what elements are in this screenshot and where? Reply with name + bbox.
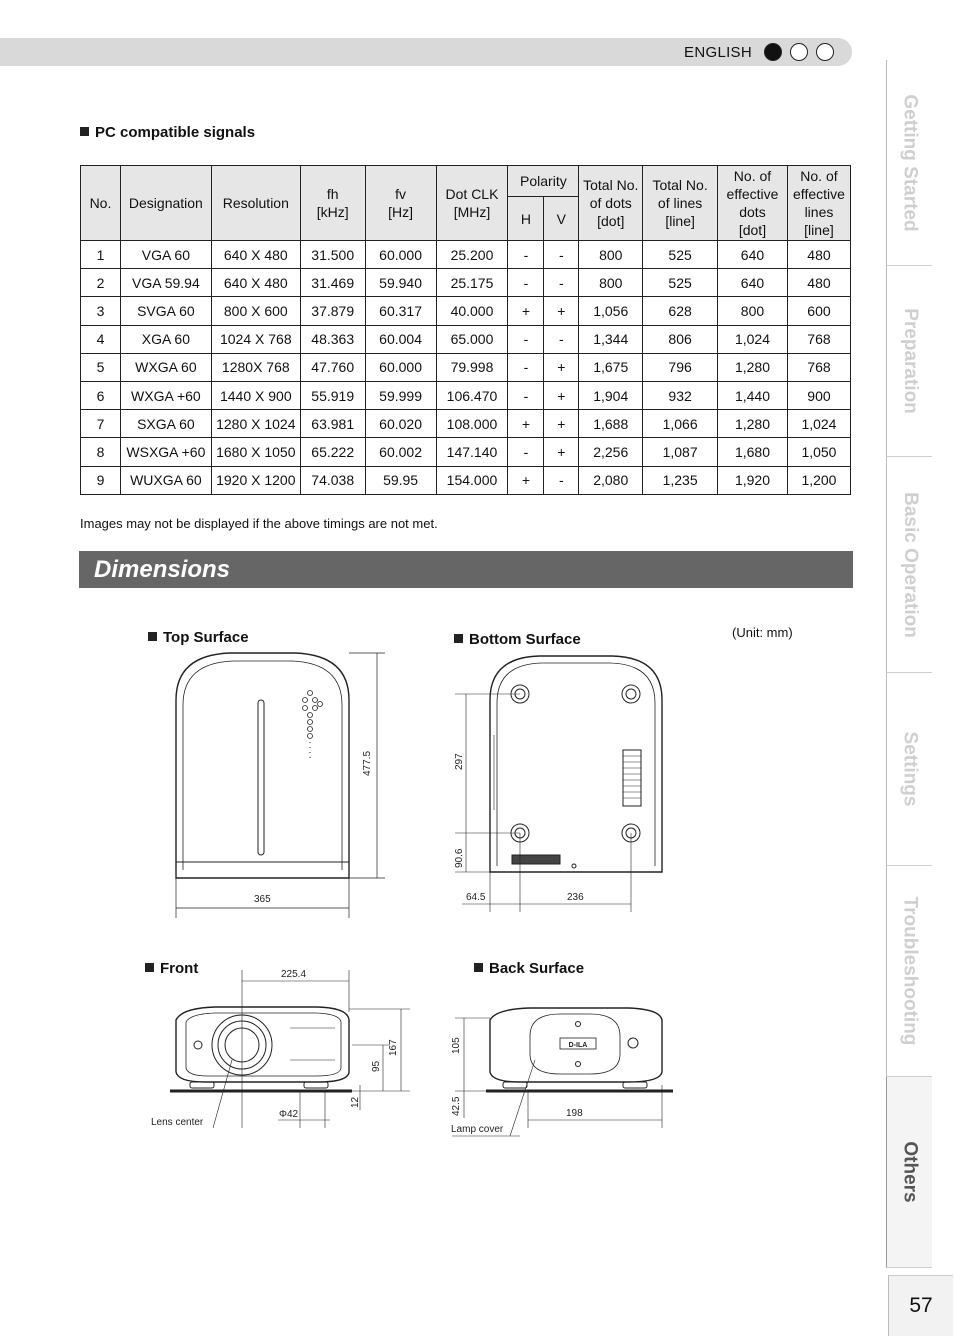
table-cell: + <box>508 410 544 438</box>
table-cell: + <box>544 381 579 409</box>
table-cell: - <box>508 269 544 297</box>
unit-label: (Unit: mm) <box>732 625 793 640</box>
table-cell: 1024 X 768 <box>211 325 300 353</box>
tab-label: Troubleshooting <box>899 896 921 1046</box>
col-header-polarity: Polarity <box>508 166 579 197</box>
col-header-designation: Designation <box>120 166 211 241</box>
dim-back-105: 105 <box>451 1037 462 1054</box>
pc-signals-title-text: PC compatible signals <box>95 124 256 141</box>
col-header-dotclk: Dot CLK [MHz] <box>436 166 508 241</box>
tab-label: Basic Operation <box>899 491 921 638</box>
table-cell: 1,056 <box>579 297 643 325</box>
table-cell: 6 <box>81 381 121 409</box>
tab-getting-started[interactable] <box>886 60 932 266</box>
page-number: 57 <box>888 1275 953 1336</box>
table-cell: 40.000 <box>436 297 508 325</box>
table-cell: 1,280 <box>718 353 788 381</box>
col-header-no: No. <box>81 166 121 241</box>
table-cell: 47.760 <box>300 353 365 381</box>
table-cell: 1,235 <box>643 466 718 494</box>
table-cell: WXGA 60 <box>120 353 211 381</box>
table-cell: WSXGA +60 <box>120 438 211 466</box>
top-surface-drawing <box>176 653 385 918</box>
table-cell: 3 <box>81 297 121 325</box>
timing-note: Images may not be displayed if the above timings are not met. <box>80 516 438 531</box>
table-cell: 1,066 <box>643 410 718 438</box>
table-cell: 60.020 <box>365 410 436 438</box>
table-cell: 74.038 <box>300 466 365 494</box>
table-cell: 154.000 <box>436 466 508 494</box>
front-drawing <box>170 970 410 1128</box>
table-cell: 800 <box>579 241 643 269</box>
top-surface-label: Top Surface <box>148 629 249 646</box>
table-cell: 60.317 <box>365 297 436 325</box>
col-header-fv: fv [Hz] <box>365 166 436 241</box>
table-cell: 60.004 <box>365 325 436 353</box>
dim-bottom-64-5: 64.5 <box>466 892 486 903</box>
tab-preparation[interactable] <box>886 266 932 457</box>
table-cell: 1,050 <box>787 438 850 466</box>
table-cell: 25.200 <box>436 241 508 269</box>
table-cell: 1280 X 1024 <box>211 410 300 438</box>
table-cell: 63.981 <box>300 410 365 438</box>
table-cell: 65.000 <box>436 325 508 353</box>
table-cell: WXGA +60 <box>120 381 211 409</box>
table-cell: - <box>508 353 544 381</box>
lamp-cover-label: Lamp cover <box>451 1124 504 1135</box>
dim-bottom-90-6: 90.6 <box>454 848 465 868</box>
language-label: ENGLISH <box>684 44 752 61</box>
table-cell: 1,200 <box>787 466 850 494</box>
col-header-v: V <box>544 197 579 241</box>
table-cell: 1680 X 1050 <box>211 438 300 466</box>
table-cell: 60.000 <box>365 241 436 269</box>
dim-bottom-236: 236 <box>567 892 584 903</box>
table-cell: - <box>508 438 544 466</box>
tab-troubleshooting[interactable] <box>886 866 932 1077</box>
table-cell: 480 <box>787 241 850 269</box>
col-header-eff-dots: No. of effective dots [dot] <box>718 166 788 241</box>
table-cell: 1280X 768 <box>211 353 300 381</box>
col-header-resolution: Resolution <box>211 166 300 241</box>
table-cell: 37.879 <box>300 297 365 325</box>
table-cell: 600 <box>787 297 850 325</box>
col-header-h: H <box>508 197 544 241</box>
table-cell: 1 <box>81 241 121 269</box>
table-cell: - <box>508 325 544 353</box>
back-surface-drawing <box>452 1008 673 1136</box>
table-cell: - <box>544 325 579 353</box>
dim-back-198: 198 <box>566 1108 583 1119</box>
table-cell: 1,675 <box>579 353 643 381</box>
table-cell: 768 <box>787 325 850 353</box>
table-cell: 1,440 <box>718 381 788 409</box>
table-cell: 9 <box>81 466 121 494</box>
table-cell: + <box>544 297 579 325</box>
table-cell: 800 <box>718 297 788 325</box>
table-cell: 640 <box>718 241 788 269</box>
dim-top-height: 477.5 <box>362 750 373 776</box>
table-cell: - <box>544 269 579 297</box>
table-cell: 1440 X 900 <box>211 381 300 409</box>
dim-top-width: 365 <box>254 894 271 905</box>
dim-front-12: 12 <box>350 1096 361 1108</box>
table-cell: 31.500 <box>300 241 365 269</box>
dim-back-42-5: 42.5 <box>451 1096 462 1116</box>
table-cell: - <box>508 381 544 409</box>
table-cell: 60.000 <box>365 353 436 381</box>
table-cell: - <box>544 466 579 494</box>
col-header-eff-lines: No. of effective lines [line] <box>787 166 850 241</box>
table-cell: 1,344 <box>579 325 643 353</box>
table-cell: 640 <box>718 269 788 297</box>
tab-others[interactable] <box>886 1077 932 1268</box>
table-cell: 31.469 <box>300 269 365 297</box>
bottom-surface-drawing <box>455 656 662 912</box>
table-cell: VGA 60 <box>120 241 211 269</box>
back-surface-label: Back Surface <box>474 960 584 977</box>
table-cell: 1,920 <box>718 466 788 494</box>
table-cell: SXGA 60 <box>120 410 211 438</box>
tab-settings[interactable] <box>886 673 932 866</box>
table-cell: 147.140 <box>436 438 508 466</box>
table-cell: 900 <box>787 381 850 409</box>
table-cell: 1,280 <box>718 410 788 438</box>
table-cell: 60.002 <box>365 438 436 466</box>
table-cell: 1,680 <box>718 438 788 466</box>
table-cell: 65.222 <box>300 438 365 466</box>
dim-front-phi42: Φ42 <box>279 1109 299 1120</box>
table-cell: 768 <box>787 353 850 381</box>
table-cell: 59.940 <box>365 269 436 297</box>
table-cell: 640 X 480 <box>211 269 300 297</box>
table-cell: 1,087 <box>643 438 718 466</box>
table-cell: 480 <box>787 269 850 297</box>
table-cell: 1,024 <box>718 325 788 353</box>
table-cell: 525 <box>643 241 718 269</box>
table-cell: 4 <box>81 325 121 353</box>
table-cell: 806 <box>643 325 718 353</box>
dim-front-95: 95 <box>371 1060 382 1072</box>
front-label: Front <box>145 960 198 977</box>
tab-label: Getting Started <box>899 93 921 232</box>
table-cell: 932 <box>643 381 718 409</box>
table-cell: 1920 X 1200 <box>211 466 300 494</box>
table-cell: 5 <box>81 353 121 381</box>
col-header-total-lines: Total No. of lines [line] <box>643 166 718 241</box>
table-cell: 55.919 <box>300 381 365 409</box>
table-cell: + <box>544 438 579 466</box>
table-cell: SVGA 60 <box>120 297 211 325</box>
tab-basic-operation[interactable] <box>886 457 932 673</box>
table-cell: VGA 59.94 <box>120 269 211 297</box>
table-cell: 8 <box>81 438 121 466</box>
table-cell: 1,688 <box>579 410 643 438</box>
table-cell: + <box>544 410 579 438</box>
table-cell: 800 X 600 <box>211 297 300 325</box>
table-cell: 108.000 <box>436 410 508 438</box>
table-cell: 2,080 <box>579 466 643 494</box>
table-cell: 1,024 <box>787 410 850 438</box>
table-cell: + <box>544 353 579 381</box>
table-cell: 2 <box>81 269 121 297</box>
table-cell: + <box>508 466 544 494</box>
table-cell: 106.470 <box>436 381 508 409</box>
table-cell: - <box>544 241 579 269</box>
dimensions-title: Dimensions <box>94 556 231 583</box>
dim-front-225-4: 225.4 <box>281 969 307 980</box>
table-cell: - <box>508 241 544 269</box>
chapter-tabs <box>886 0 954 1339</box>
dim-front-167: 167 <box>388 1039 399 1056</box>
table-cell: 7 <box>81 410 121 438</box>
table-cell: 59.95 <box>365 466 436 494</box>
col-header-total-dots: Total No. of dots [dot] <box>579 166 643 241</box>
lens-center-label: Lens center <box>151 1117 204 1128</box>
bottom-surface-label: Bottom Surface <box>454 631 581 648</box>
table-cell: 2,256 <box>579 438 643 466</box>
table-cell: 640 X 480 <box>211 241 300 269</box>
table-cell: WUXGA 60 <box>120 466 211 494</box>
table-cell: 525 <box>643 269 718 297</box>
dim-bottom-297: 297 <box>454 753 465 770</box>
table-cell: 59.999 <box>365 381 436 409</box>
tab-label: Preparation <box>899 308 921 414</box>
table-cell: 796 <box>643 353 718 381</box>
table-cell: + <box>508 297 544 325</box>
table-cell: 79.998 <box>436 353 508 381</box>
table-cell: 628 <box>643 297 718 325</box>
tab-label: Settings <box>899 731 921 807</box>
table-cell: XGA 60 <box>120 325 211 353</box>
table-cell: 25.175 <box>436 269 508 297</box>
d-ila-logo: D-ILA <box>568 1042 588 1049</box>
tab-label: Others <box>899 1141 921 1203</box>
col-header-fh: fh [kHz] <box>300 166 365 241</box>
table-cell: 800 <box>579 269 643 297</box>
table-cell: 48.363 <box>300 325 365 353</box>
table-cell: 1,904 <box>579 381 643 409</box>
